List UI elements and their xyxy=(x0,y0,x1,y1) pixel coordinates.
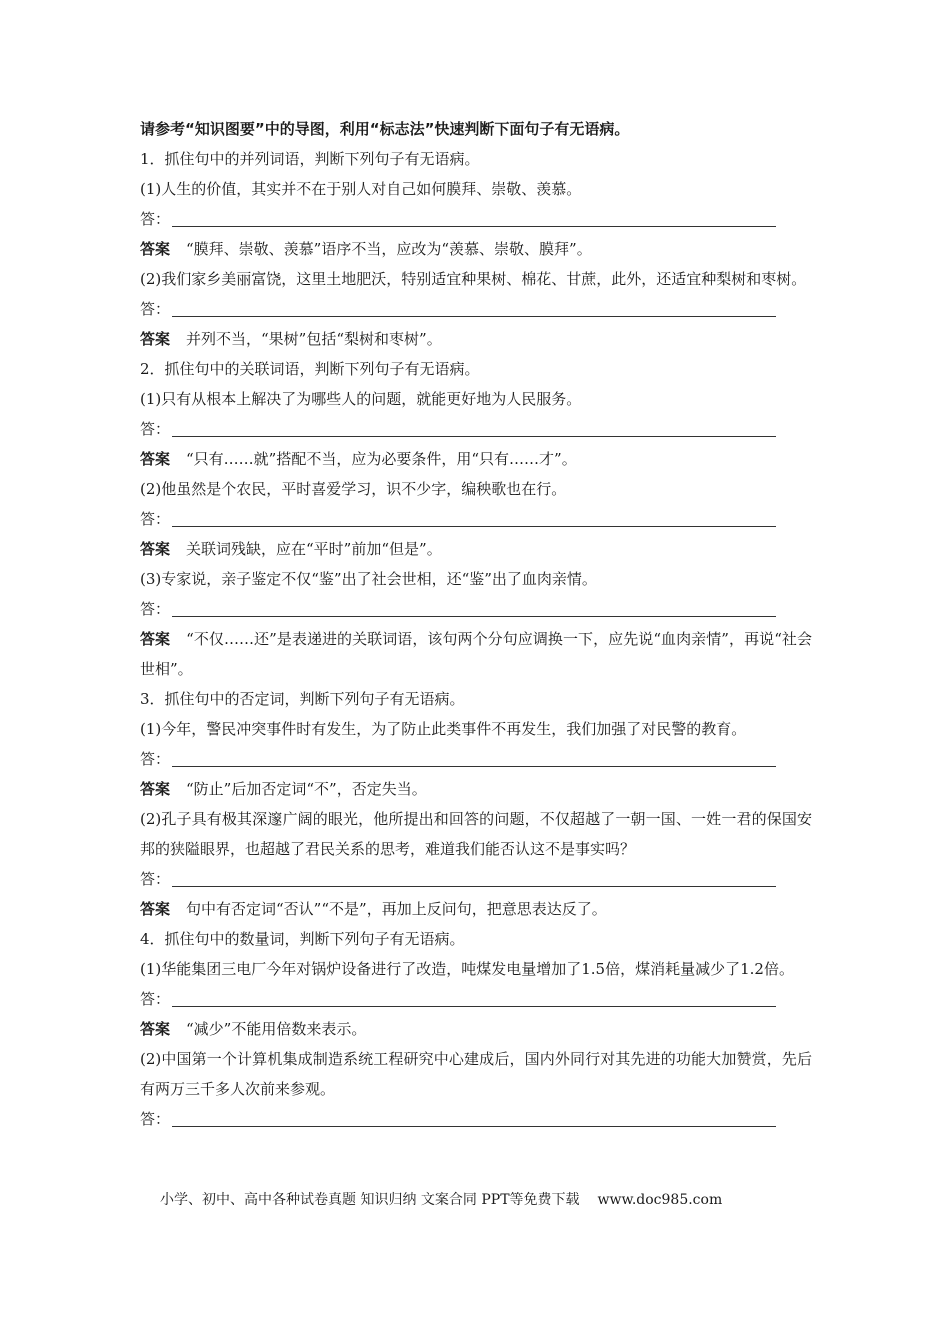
answer-line[interactable] xyxy=(172,1108,776,1127)
section-heading: 2．抓住句中的关联词语，判断下列句子有无语病。 xyxy=(140,360,480,378)
page-footer xyxy=(160,1188,800,1212)
answer-prefix: 答： xyxy=(140,420,171,438)
answer-prefix: 答： xyxy=(140,750,171,768)
answer-label: 答案 xyxy=(140,450,171,468)
answer-blank[interactable] xyxy=(140,864,812,894)
answer-label: 答案 xyxy=(140,900,171,918)
answer-text: “只有……就”搭配不当，应为必要条件，用“只有……才”。 xyxy=(186,450,577,468)
footer-text: 小学、初中、高中各种试卷真题 知识归纳 文案合同 PPT等免费下载 xyxy=(160,1192,580,1208)
answer-prefix: 答： xyxy=(140,870,171,888)
section-heading: 4．抓住句中的数量词，判断下列句子有无语病。 xyxy=(140,930,465,948)
answer-label: 答案 xyxy=(140,240,171,258)
question-text: (3)专家说，亲子鉴定不仅“鉴”出了社会世相，还“鉴”出了血肉亲情。 xyxy=(140,570,597,588)
answer-text: “防止”后加否定词“不”，否定失当。 xyxy=(186,780,427,798)
answer-row xyxy=(140,1014,812,1044)
answer-label: 答案 xyxy=(140,630,171,648)
answer-prefix: 答： xyxy=(140,210,171,228)
answer-line[interactable] xyxy=(172,418,776,437)
question-text: (2)我们家乡美丽富饶，这里土地肥沃，特别适宜种果树、棉花、甘蔗，此外，还适宜种梨树和枣树。 xyxy=(140,270,807,288)
answer-line[interactable] xyxy=(172,598,776,617)
answer-line[interactable] xyxy=(172,508,776,527)
answer-row xyxy=(140,234,812,264)
answer-blank[interactable] xyxy=(140,594,812,624)
section-heading: 3．抓住句中的否定词，判断下列句子有无语病。 xyxy=(140,690,465,708)
answer-prefix: 答： xyxy=(140,600,171,618)
answer-blank[interactable] xyxy=(140,204,812,234)
answer-row xyxy=(140,324,812,354)
question-text: (2)他虽然是个农民，平时喜爱学习，识不少字，编秧歌也在行。 xyxy=(140,480,567,498)
answer-text: 句中有否定词“否认”“不是”，再加上反问句，把意思表达反了。 xyxy=(186,900,607,918)
answer-line[interactable] xyxy=(172,988,776,1007)
question-text: (1)今年，警民冲突事件时有发生，为了防止此类事件不再发生，我们加强了对民警的教育。 xyxy=(140,720,747,738)
answer-row xyxy=(140,774,812,804)
answer-blank[interactable] xyxy=(140,984,812,1014)
footer-url[interactable]: www.doc985.com xyxy=(597,1192,723,1208)
answer-blank[interactable] xyxy=(140,744,812,774)
answer-row xyxy=(140,534,812,564)
question-text: (2)孔子具有极其深邃广阔的眼光，他所提出和回答的问题，不仅超越了一朝一国、一姓一君的保国安邦的狭隘眼界，也超越了君民关系的思考，难道我们能否认这不是事实吗？ xyxy=(140,810,812,858)
answer-prefix: 答： xyxy=(140,300,171,318)
question-text: (2)中国第一个计算机集成制造系统工程研究中心建成后，国内外同行对其先进的功能大加赞赏，先后有两万三千多人次前来参观。 xyxy=(140,1050,812,1098)
worksheet xyxy=(140,114,812,1134)
answer-blank[interactable] xyxy=(140,294,812,324)
answer-label: 答案 xyxy=(140,330,171,348)
answer-text: “膜拜、崇敬、羡慕”语序不当，应改为“羡慕、崇敬、膜拜”。 xyxy=(186,240,592,258)
answer-text: 关联词残缺，应在“平时”前加“但是”。 xyxy=(186,540,442,558)
answer-text: “不仅……还”是表递进的关联词语，该句两个分句应调换一下，应先说“血肉亲情”，再说“社会世相”。 xyxy=(140,630,812,678)
answer-text: 并列不当，“果树”包括“梨树和枣树”。 xyxy=(186,330,442,348)
answer-row xyxy=(140,624,812,684)
answer-row xyxy=(140,894,812,924)
answer-label: 答案 xyxy=(140,540,171,558)
answer-blank[interactable] xyxy=(140,414,812,444)
answer-line[interactable] xyxy=(172,208,776,227)
answer-text: “减少”不能用倍数来表示。 xyxy=(186,1020,367,1038)
answer-line[interactable] xyxy=(172,868,776,887)
answer-label: 答案 xyxy=(140,780,171,798)
section-heading: 1．抓住句中的并列词语，判断下列句子有无语病。 xyxy=(140,150,480,168)
answer-prefix: 答： xyxy=(140,990,171,1008)
question-text: (1)人生的价值，其实并不在于别人对自己如何膜拜、崇敬、羡慕。 xyxy=(140,180,582,198)
answer-prefix: 答： xyxy=(140,510,171,528)
answer-blank[interactable] xyxy=(140,1104,812,1134)
answer-line[interactable] xyxy=(172,298,776,317)
answer-row xyxy=(140,444,812,474)
answer-label: 答案 xyxy=(140,1020,171,1038)
answer-line[interactable] xyxy=(172,748,776,767)
answer-blank[interactable] xyxy=(140,504,812,534)
question-text: (1)华能集团三电厂今年对锅炉设备进行了改造，吨煤发电量增加了1.5倍，煤消耗量减少了1.2倍。 xyxy=(140,960,794,978)
answer-prefix: 答： xyxy=(140,1110,171,1128)
question-text: (1)只有从根本上解决了为哪些人的问题，就能更好地为人民服务。 xyxy=(140,390,582,408)
intro-text: 请参考“知识图要”中的导图，利用“标志法”快速判断下面句子有无语病。 xyxy=(140,120,630,138)
